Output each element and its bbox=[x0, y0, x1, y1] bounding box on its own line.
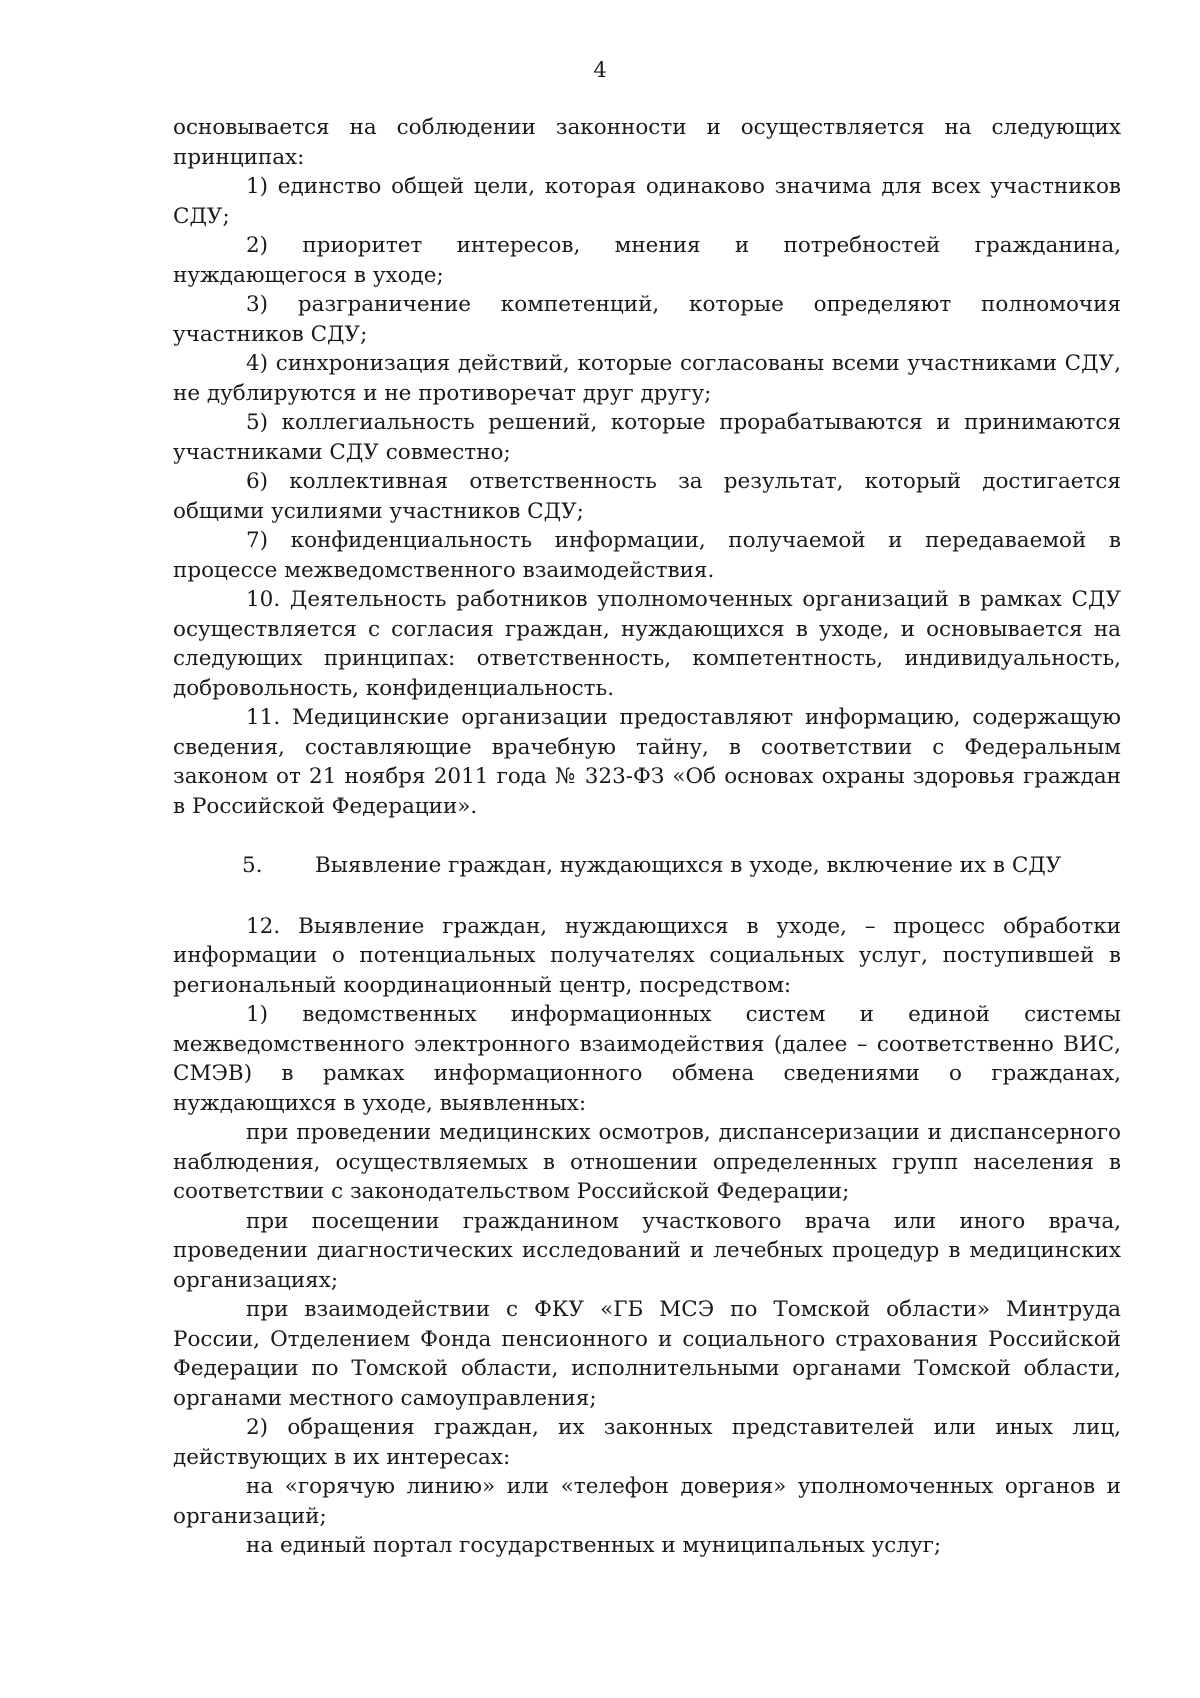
paragraph: на «горячую линию» или «телефон доверия» уполномоченных органов и организаций; bbox=[173, 1474, 1121, 1529]
paragraph: 10. Деятельность работников уполномоченных организаций в рамках СДУ осуществляется с согласия граждан, нуждающихся в уходе, и основывается на следующих принципах: ответственность, компетентность, индивидуальность, добровольность, конфиденциальность. bbox=[173, 587, 1121, 701]
paragraph: 1) ведомственных информационных систем и единой системы межведомственного электронного взаимодействия (далее – соответственно ВИС, СМЭВ) в рамках информационного обмена сведениями о гражданах, нуждающихся в уходе, выявленных: bbox=[173, 1002, 1121, 1116]
paragraph: 12. Выявление граждан, нуждающихся в уходе, – процесс обработки информации о потенциальных получателях социальных услуг, поступившей в региональный координационный центр, посредством: bbox=[173, 913, 1121, 998]
section-heading bbox=[173, 851, 1121, 881]
paragraph: на единый портал государственных и муниципальных услуг; bbox=[246, 1533, 942, 1558]
page-number: 4 bbox=[593, 58, 607, 82]
paragraph: при проведении медицинских осмотров, диспансеризации и диспансерного наблюдения, осуществляемых в отношении определенных групп населения в соответствии с законодательством Российской Федерации; bbox=[173, 1120, 1121, 1204]
paragraph: при посещении гражданином участкового врача или иного врача, проведении диагностических исследований и лечебных процедур в медицинских организациях; bbox=[173, 1208, 1121, 1293]
paragraph: 3) разграничение компетенций, которые определяют полномочия участников СДУ; bbox=[173, 292, 1121, 347]
document-body bbox=[173, 113, 1121, 1561]
paragraph: 2) приоритет интересов, мнения и потребностей гражданина, нуждающегося в уходе; bbox=[173, 233, 1121, 288]
paragraph: 4) синхронизация действий, которые согласованы всеми участниками СДУ, не дублируются и не противоречат друг другу; bbox=[173, 351, 1121, 406]
paragraph: 11. Медицинские организации предоставляют информацию, содержащую сведения, составляющие врачебную тайну, в соответствии с Федеральным законом от 21 ноября 2011 года № 323-ФЗ «Об основах охраны здоровья граждан в Российской Федерации». bbox=[173, 705, 1121, 819]
paragraph: 6) коллективная ответственность за результат, который достигается общими усилиями участников СДУ; bbox=[173, 469, 1121, 524]
identification-section bbox=[173, 912, 1121, 1561]
paragraph: 5) коллегиальность решений, которые прорабатываются и принимаются участниками СДУ совместно; bbox=[173, 410, 1121, 465]
paragraph: 1) единство общей цели, которая одинаково значима для всех участников СДУ; bbox=[173, 174, 1121, 229]
paragraph: основывается на соблюдении законности и осуществляется на следующих принципах: bbox=[173, 115, 1121, 170]
paragraph: 2) обращения граждан, их законных представителей или иных лиц, действующих в их интересах: bbox=[173, 1415, 1121, 1470]
principles-section bbox=[173, 113, 1121, 821]
paragraph: при взаимодействии с ФКУ «ГБ МСЭ по Томской области» Минтруда России, Отделением Фонда пенсионного и социального страхования Российской Федерации по Томской области, исполнительными органами Томской области, органами местного самоуправления; bbox=[173, 1297, 1121, 1411]
section-number: 5. bbox=[242, 853, 263, 878]
section-title: Выявление граждан, нуждающихся в уходе, включение их в СДУ bbox=[315, 853, 1062, 878]
paragraph: 7) конфиденциальность информации, получаемой и передаваемой в процессе межведомственного взаимодействия. bbox=[173, 528, 1121, 583]
